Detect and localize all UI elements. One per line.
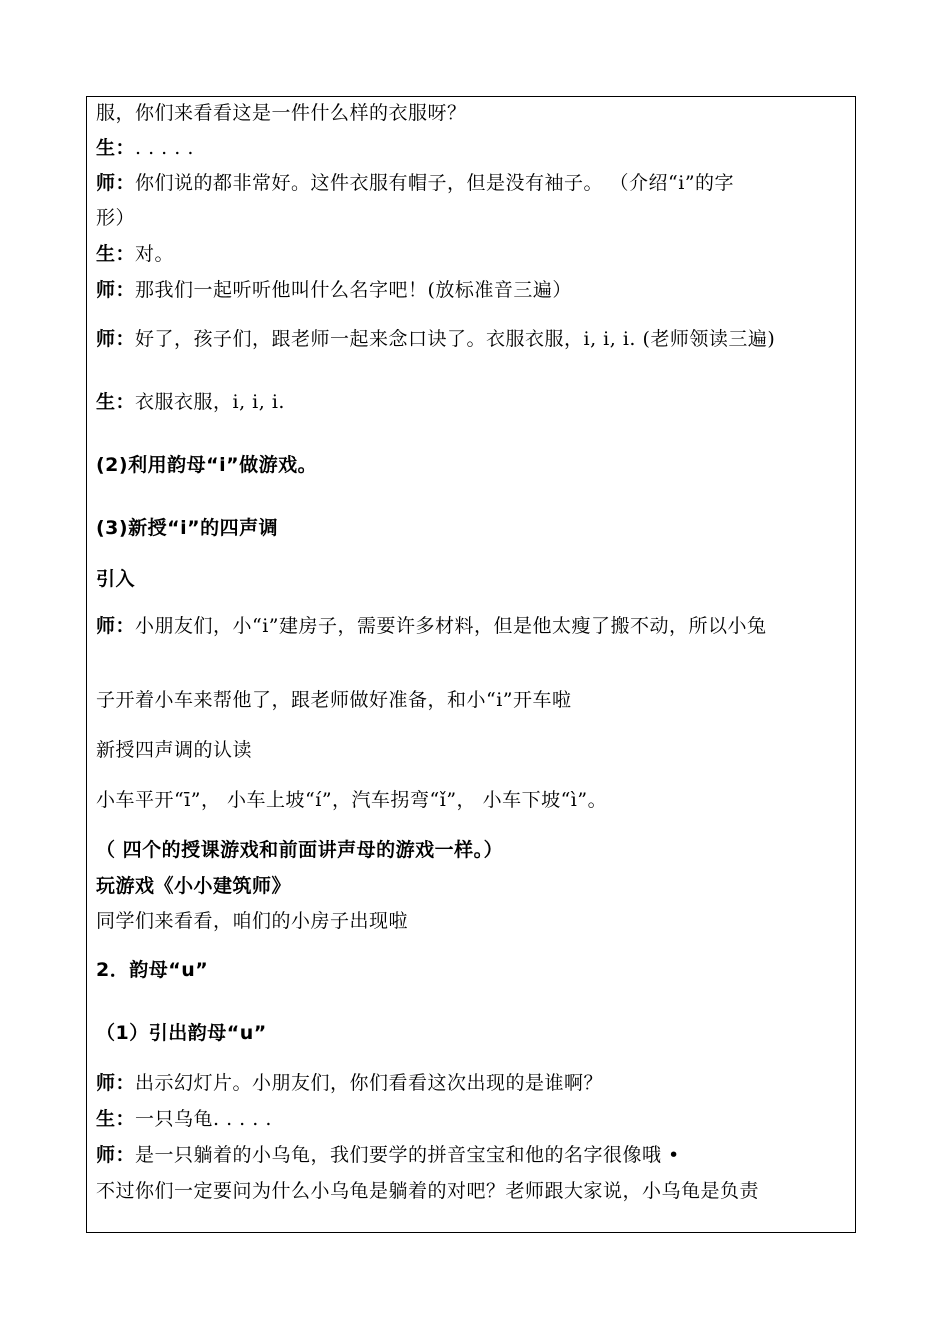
section-heading: [96, 567, 135, 591]
dialogue-line: [96, 390, 285, 414]
speaker-label: 师：: [96, 1072, 136, 1094]
text-line: [96, 688, 572, 712]
speaker-label: 生：: [96, 1108, 136, 1130]
dialogue-line: [96, 136, 194, 160]
line-text: 你们说的都非常好。这件衣服有帽子，但是没有袖子。 （介绍“i”的字: [135, 172, 735, 194]
section-heading: [96, 453, 317, 477]
line-text: 服，你们来看看这是一件什么样的衣服呀？: [96, 102, 467, 124]
line-text: 那我们一起听听他叫什么名字吧！(放标准音三遍）: [135, 279, 572, 301]
line-text: （1）引出韵母“u”: [96, 1022, 267, 1044]
line-text: 好了，孩子们，跟老师一起来念口诀了。衣服衣服，i, i, i. (老师领读三遍): [135, 328, 776, 350]
line-text: 2．韵母“u”: [96, 959, 209, 981]
line-text: 对。: [135, 243, 175, 265]
note-line: [96, 838, 503, 862]
line-text: . . . . .: [135, 137, 194, 159]
section-heading: [96, 1021, 267, 1045]
line-text: (2)利用韵母“i”做游戏。: [96, 454, 318, 476]
line-text: 玩游戏《小小建筑师》: [96, 875, 292, 897]
speaker-label: 师：: [96, 279, 136, 301]
speaker-label: 师：: [96, 328, 136, 350]
section-heading: [96, 874, 291, 898]
text-line: [96, 1179, 759, 1203]
line-text: （ 四个的授课游戏和前面讲声母的游戏一样。）: [96, 839, 504, 861]
line-text: 新授四声调的认读: [96, 739, 253, 761]
speaker-label: 师：: [96, 615, 136, 637]
line-text: 子开着小车来帮他了，跟老师做好准备，和小“i”开车啦: [96, 689, 572, 711]
text-line: [96, 738, 252, 762]
text-line: [96, 909, 408, 933]
speaker-label: 师：: [96, 172, 136, 194]
dialogue-line: [96, 278, 572, 302]
speaker-label: 生：: [96, 137, 136, 159]
line-text: 形）: [96, 207, 136, 229]
dialogue-line: [96, 171, 734, 195]
dialogue-line: [96, 242, 174, 266]
speaker-label: 生：: [96, 391, 136, 413]
text-line: [96, 101, 467, 125]
line-text: 衣服衣服，i, i, i.: [135, 391, 285, 413]
text-line: [96, 206, 135, 230]
dialogue-line: [96, 327, 775, 351]
dialogue-line: [96, 1107, 272, 1131]
table-cell-border: [86, 96, 856, 1233]
speaker-label: 师：: [96, 1144, 136, 1166]
speaker-label: 生：: [96, 243, 136, 265]
line-text: 是一只躺着的小乌龟，我们要学的拼音宝宝和他的名字很像哦 •: [135, 1144, 680, 1166]
line-text: 引入: [96, 568, 136, 590]
dialogue-line: [96, 1071, 603, 1095]
line-text: 出示幻灯片。小朋友们，你们看看这次出现的是谁啊？: [135, 1072, 604, 1094]
line-text: 同学们来看看，咱们的小房子出现啦: [96, 910, 409, 932]
line-text: 不过你们一定要问为什么小乌龟是躺着的对吧？老师跟大家说，小乌龟是负责: [96, 1180, 760, 1202]
line-text: 小车平开“ī”， 小车上坡“í”，汽车拐弯“ǐ”， 小车下坡“ì”。: [96, 789, 608, 811]
line-text: 小朋友们，小“i”建房子，需要许多材料，但是他太瘦了搬不动，所以小兔: [135, 615, 767, 637]
dialogue-line: [96, 614, 767, 638]
section-heading: [96, 958, 208, 982]
text-line: [96, 788, 607, 812]
section-heading: [96, 516, 278, 540]
line-text: 一只乌龟. . . . .: [135, 1108, 272, 1130]
line-text: (3)新授“i”的四声调: [96, 517, 279, 539]
dialogue-line: [96, 1143, 680, 1167]
